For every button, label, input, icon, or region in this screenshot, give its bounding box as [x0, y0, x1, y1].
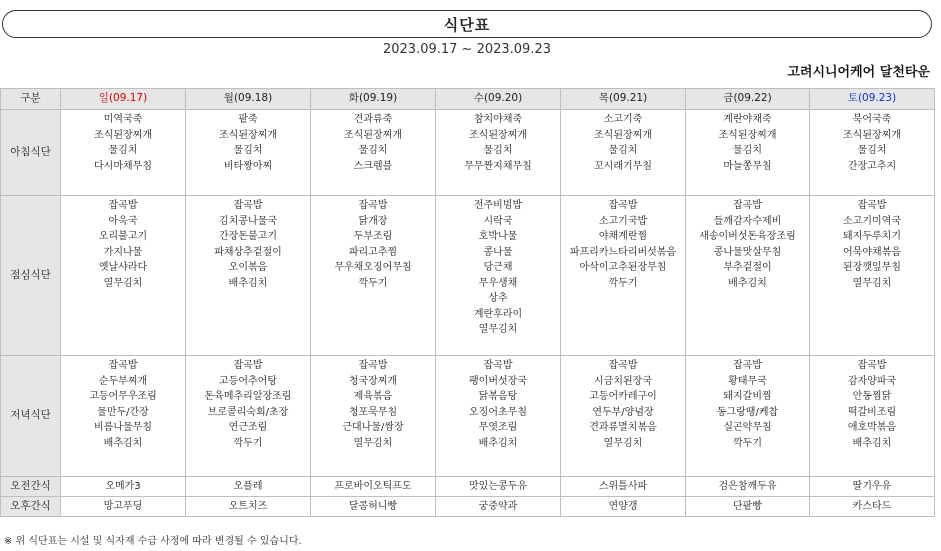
- dish-item: 무무짠지채무침: [464, 160, 532, 172]
- dish-item: 무우생채: [478, 277, 518, 289]
- meal-cell: [311, 110, 436, 196]
- dish-item: 조식된장찌개: [219, 129, 277, 141]
- row-label: 아침식단: [1, 110, 61, 196]
- am-snack-row: [1, 477, 935, 497]
- dish-item: 배추김치: [478, 437, 518, 449]
- dish-item: 조식된장찌개: [344, 129, 402, 141]
- day-header: 수(09.20): [436, 89, 561, 110]
- dish-item: 호박나물: [478, 231, 518, 242]
- day-header: 일(09.17): [61, 89, 186, 110]
- dish-item: 간장고추지: [847, 160, 897, 172]
- day-header: 토(09.23): [810, 89, 935, 110]
- meal-cell: 검은참깨두유: [686, 477, 810, 497]
- dish-item: 청국장찌개: [348, 375, 398, 387]
- dish-item: 연두부/양념장: [592, 406, 654, 418]
- dish-item: 돈육메추리알장조림: [204, 391, 292, 402]
- day-header: 목(09.21): [561, 89, 686, 110]
- dish-item: 소고기국밥: [598, 215, 648, 227]
- dish-item: 떡갈비조림: [847, 406, 897, 418]
- meal-cell: [311, 356, 436, 477]
- meal-cell: 단팥빵: [686, 497, 810, 517]
- dish-item: 물김치: [233, 145, 263, 156]
- meal-cell: [561, 110, 686, 196]
- dish-item: 계란야채죽: [723, 114, 772, 125]
- dish-item: 브로콜리숙회/초장: [207, 406, 289, 418]
- meal-cell: [686, 356, 810, 477]
- breakfast-row: [1, 110, 935, 196]
- dish-item: 깍두기: [608, 277, 638, 289]
- dish-item: 아욱국: [108, 215, 138, 227]
- meal-cell: [810, 110, 935, 196]
- dish-item: 소고기죽: [603, 114, 643, 125]
- dish-item: 조식된장찌개: [843, 129, 901, 141]
- dish-item: 미역국죽: [103, 114, 143, 125]
- dish-item: 동그랑땡/케찹: [716, 406, 779, 418]
- dish-item: 아삭이고추된장무침: [579, 262, 667, 273]
- dish-item: 열무김치: [478, 324, 518, 335]
- dish-item: 조식된장찌개: [94, 129, 152, 141]
- day-header: 금(09.22): [686, 89, 810, 110]
- dish-item: 닭개장: [358, 215, 388, 227]
- dish-item: 계란후라이: [473, 308, 523, 320]
- dish-item: 열무김치: [103, 277, 143, 289]
- meal-cell: [436, 196, 561, 356]
- dish-item: 감자양파국: [847, 375, 897, 387]
- meal-cell: [686, 196, 810, 356]
- meal-cell: [61, 356, 186, 477]
- dish-item: 잡곡밥: [108, 200, 138, 211]
- meal-cell: 오트치즈: [186, 497, 311, 517]
- dish-item: 순두부찌개: [98, 375, 148, 387]
- dish-item: 잡곡밥: [483, 360, 513, 371]
- dish-item: 가지나물: [103, 246, 143, 258]
- meal-cell: 카스타드: [810, 497, 935, 517]
- dish-item: 배추김치: [728, 277, 767, 289]
- dish-item: 조식된장찌개: [469, 129, 527, 141]
- dish-item: 청포묵무침: [348, 406, 398, 418]
- header-row: [1, 89, 935, 110]
- meal-cell: 연양갱: [561, 497, 686, 517]
- meal-cell: [186, 356, 311, 477]
- meal-cell: [186, 196, 311, 356]
- meal-cell: [61, 110, 186, 196]
- dish-item: 전주비빔밥: [473, 200, 523, 211]
- dish-item: 콩나물맛살무침: [713, 246, 782, 258]
- dish-item: 오징어초무침: [469, 406, 527, 418]
- dish-item: 잡곡밥: [608, 200, 638, 211]
- dish-item: 비름나물무침: [94, 422, 152, 433]
- dish-item: 깍두기: [358, 277, 388, 289]
- dish-item: 잡곡밥: [358, 200, 388, 211]
- dish-item: 안동찜닭: [852, 391, 892, 402]
- dish-item: 물김치: [358, 145, 388, 156]
- dish-item: 애호박볶음: [847, 422, 897, 433]
- menu-title: 식단표: [2, 10, 932, 38]
- dish-item: 잡곡밥: [733, 360, 762, 371]
- meal-cell: [311, 196, 436, 356]
- dish-item: 열무김치: [603, 437, 643, 449]
- meal-cell: [686, 110, 810, 196]
- dish-item: 배추김치: [103, 437, 143, 449]
- dish-item: 마늘쫑무침: [723, 160, 772, 172]
- meal-cell: [810, 356, 935, 477]
- dish-item: 연근조림: [228, 422, 268, 433]
- dish-item: 들깨감자수제비: [713, 215, 782, 227]
- dish-item: 근대나물/쌈장: [342, 422, 404, 433]
- dish-item: 열무김치: [353, 437, 393, 449]
- dish-item: 깍두기: [733, 437, 762, 449]
- dish-item: 고등어무우조림: [89, 391, 157, 402]
- dish-item: 실곤약무침: [723, 422, 772, 433]
- dish-item: 황태무국: [728, 375, 767, 387]
- meal-cell: [186, 110, 311, 196]
- dish-item: 콩나물: [483, 246, 513, 258]
- dish-item: 잡곡밥: [608, 360, 638, 371]
- dish-item: 잡곡밥: [358, 360, 388, 371]
- dish-item: 무우채오징어무침: [334, 262, 412, 273]
- meal-cell: [561, 196, 686, 356]
- meal-cell: 맛있는콩두유: [436, 477, 561, 497]
- dish-item: 상추: [488, 293, 508, 304]
- dish-item: 물김치: [108, 145, 138, 156]
- row-label: 저녁식단: [1, 356, 61, 477]
- dish-item: 배추김치: [228, 277, 268, 289]
- dish-item: 조식된장찌개: [718, 129, 777, 141]
- meal-cell: 오플레: [186, 477, 311, 497]
- dish-item: 비타짱아찌: [223, 160, 273, 172]
- dish-item: 김치콩나물국: [219, 215, 277, 227]
- dish-item: 돼지두루치기: [843, 231, 901, 242]
- dish-item: 당근채: [483, 262, 513, 273]
- dish-item: 잡곡밥: [233, 200, 263, 211]
- dish-item: 스크렘블: [353, 160, 393, 172]
- dish-item: 오이볶음: [228, 262, 268, 273]
- dish-item: 간장돈불고기: [219, 231, 277, 242]
- dish-item: 꼬시래기무침: [594, 160, 652, 172]
- row-label: 오전간식: [1, 477, 61, 497]
- day-header: 월(09.18): [186, 89, 311, 110]
- dish-item: 조식된장찌개: [594, 129, 652, 141]
- dish-item: 부추겉절이: [723, 262, 772, 273]
- meal-cell: 스위틀사파: [561, 477, 686, 497]
- dish-item: 깍두기: [233, 437, 263, 449]
- dish-item: 물김치: [483, 145, 513, 156]
- dish-item: 파리고추찜: [348, 246, 398, 258]
- lunch-row: [1, 196, 935, 356]
- dish-item: 잡곡밥: [233, 360, 263, 371]
- row-label: 오후간식: [1, 497, 61, 517]
- dish-item: 야채계란찜: [598, 231, 648, 242]
- dish-item: 잡곡밥: [857, 200, 887, 211]
- meal-cell: 궁중약과: [436, 497, 561, 517]
- meal-cell: [810, 196, 935, 356]
- notice-text: ※ 위 식단표는 시설 및 식자재 수급 사정에 따라 변경될 수 있습니다.: [4, 536, 302, 547]
- dish-item: 고등어카레구이: [589, 391, 657, 402]
- dish-item: 북어국죽: [852, 114, 892, 125]
- dish-item: 시금치된장국: [594, 375, 652, 387]
- dish-item: 된장깻잎무침: [843, 262, 901, 273]
- dish-item: 견과류멸치볶음: [589, 422, 657, 433]
- dish-item: 물김치: [733, 145, 762, 156]
- header-category: 구분: [1, 89, 61, 110]
- dish-item: 파채상추겉절이: [214, 246, 282, 258]
- dish-item: 팥죽: [238, 114, 258, 125]
- meal-cell: 오메가3: [61, 477, 186, 497]
- dish-item: 시락국: [483, 215, 513, 227]
- dish-item: 참치야채죽: [473, 114, 523, 125]
- dish-item: 열무김치: [852, 277, 892, 289]
- dish-item: 물만두/간장: [97, 406, 149, 418]
- dish-item: 배추김치: [852, 437, 892, 449]
- dish-item: 소고기미역국: [843, 215, 901, 227]
- meal-cell: [436, 356, 561, 477]
- dish-item: 두부조림: [353, 231, 393, 242]
- dish-item: 고등어추어탕: [219, 375, 277, 387]
- dinner-row: [1, 356, 935, 477]
- dish-item: 물김치: [857, 145, 887, 156]
- date-range: 2023.09.17 ~ 2023.09.23: [382, 42, 552, 57]
- day-header: 화(09.19): [311, 89, 436, 110]
- dish-item: 팽이버섯장국: [469, 375, 527, 387]
- dish-item: 잡곡밥: [733, 200, 762, 211]
- meal-cell: 달콤허니빵: [311, 497, 436, 517]
- meal-cell: 프로바이오틱프도: [311, 477, 436, 497]
- organization-name: 고려시니어케어 달천타운: [787, 65, 930, 80]
- dish-item: 파프리카느타리버섯볶음: [569, 246, 677, 258]
- dish-item: 잡곡밥: [108, 360, 138, 371]
- dish-item: 무엿조림: [478, 422, 518, 433]
- meal-cell: 망고푸딩: [61, 497, 186, 517]
- dish-item: 제육볶음: [353, 391, 393, 402]
- meal-table: [0, 88, 935, 517]
- meal-cell: [436, 110, 561, 196]
- meal-cell: 딸기우유: [810, 477, 935, 497]
- meal-cell: [61, 196, 186, 356]
- dish-item: 잡곡밥: [857, 360, 887, 371]
- dish-item: 새송이버섯돈육장조림: [699, 231, 796, 242]
- dish-item: 닭볶음탕: [478, 391, 518, 402]
- dish-item: 견과류죽: [353, 114, 393, 125]
- dish-item: 돼지갈비찜: [723, 391, 772, 402]
- dish-item: 어묵야채볶음: [843, 246, 901, 258]
- row-label: 점심식단: [1, 196, 61, 356]
- pm-snack-row: [1, 497, 935, 517]
- dish-item: 물김치: [608, 145, 638, 156]
- dish-item: 옛날샤라다: [98, 262, 148, 273]
- dish-item: 다시마채무침: [94, 160, 152, 172]
- meal-cell: [561, 356, 686, 477]
- dish-item: 오리불고기: [98, 231, 148, 242]
